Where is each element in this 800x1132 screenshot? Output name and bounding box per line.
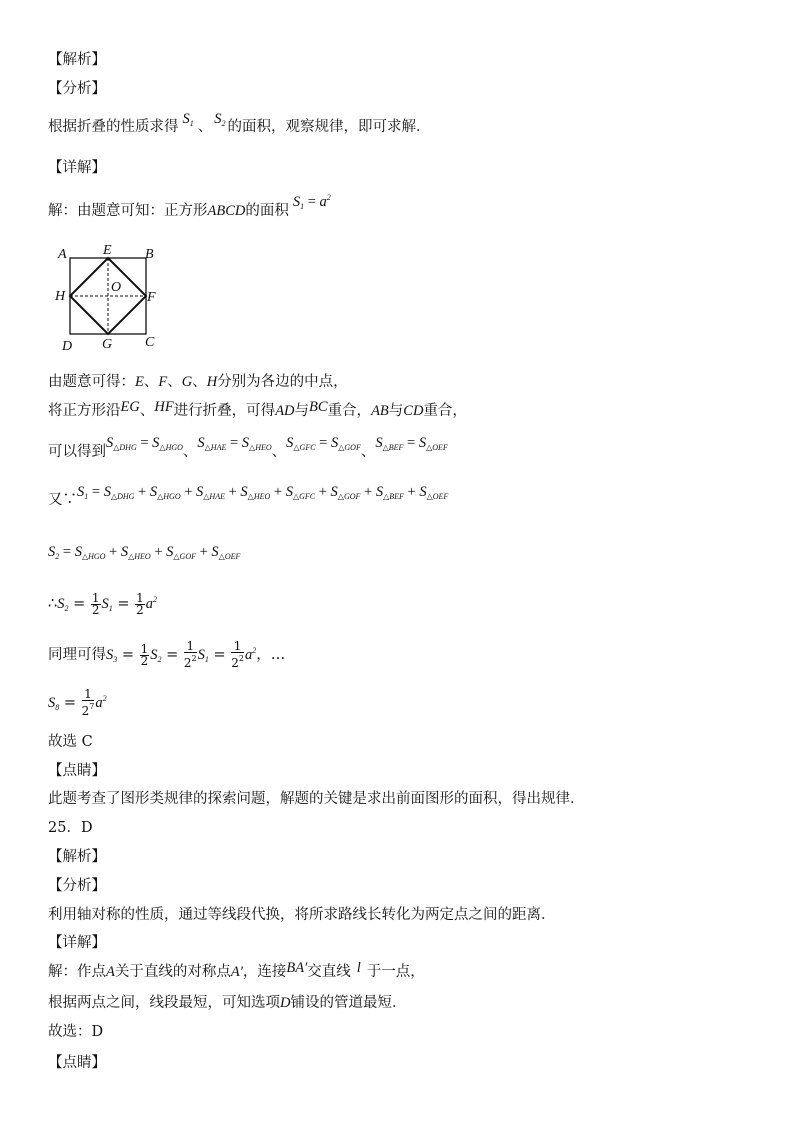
- heading-xiangjie-25: 【详解】: [48, 935, 106, 951]
- label-a: A: [58, 247, 67, 262]
- s1-sum: 又$\because S_1 = S_{\triangle DHG} + S_{\triangle HGO} + S_{\triangle HAE} + S_{\triangle HEO} + S_{\triangle GFC} + S_{\triangle GOF} + S_{\triangle BEF} + S_{\triangle OEF}$: [48, 484, 449, 508]
- label-g: G: [102, 337, 113, 352]
- q24-answer: 故选 C: [48, 734, 93, 750]
- heading-dianjing-25: 【点睛】: [48, 1055, 106, 1071]
- solution-intro: 解：由题意可知：正方形ABCD的面积$S_1 = a^2$: [48, 193, 331, 219]
- analysis-text: 根据折叠的性质求得 $S_1$ 、 $S_2$ 的面积，观察规律，即可求解．: [48, 111, 431, 135]
- midpoint-text: 由题意可得：E、F、G、H分别为各边的中点，: [48, 374, 348, 390]
- q25-number: 25．D: [48, 820, 93, 836]
- q25-solution-2: 根据两点之间，线段最短，可知选项D铺设的管道最短．: [48, 995, 407, 1011]
- equal-areas: 可以得到$S_{\triangle DHG} = S_{\triangle HGO}$、$S_{\triangle HAE} = S_{\triangle HEO}$、$S_{\triangle GFC} = S_{\triangle GOF}$、$S_{\triangle BEF} = S_{\triangle OEF}$: [48, 435, 448, 460]
- heading-fenxi-25: 【分析】: [48, 878, 106, 894]
- q25-analysis: 利用轴对称的性质，通过等线段代换，将所求路线长转化为两定点之间的距离．: [48, 907, 556, 923]
- label-o: O: [111, 280, 122, 295]
- fold-text: 将正方形沿EG、HF进行折叠，可得AD与BC重合，AB与CD重合，: [48, 399, 467, 419]
- s2-result: $\therefore S_2$ = $\frac{1}{2}$ $S_1$ = $\frac{1}{2}$ $a^2$: [48, 590, 158, 617]
- label-b: B: [145, 247, 154, 262]
- label-f: F: [147, 290, 156, 305]
- label-h: H: [55, 289, 66, 304]
- q25-solution-1: 解：作点A关于直线的对称点A′，连接BA′交直线 l 于一点，: [48, 960, 425, 980]
- heading-jiexi-25: 【解析】: [48, 849, 106, 865]
- s2-sum: $S_2 = S_{\triangle HGO} + S_{\triangle HEO} + S_{\triangle GOF} + S_{\triangle OEF}$: [48, 544, 241, 561]
- heading-dianjing-24: 【点睛】: [48, 763, 106, 779]
- heading-fenxi: 【分析】: [48, 81, 106, 97]
- q25-answer: 故选：D: [48, 1024, 104, 1040]
- square-fold-figure: [48, 240, 178, 355]
- label-c: C: [145, 335, 155, 350]
- q24-comment: 此题考查了图形类规律的探索问题，解题的关键是求出前面图形的面积，得出规律．: [48, 791, 585, 807]
- label-d: D: [62, 339, 73, 354]
- heading-xiangjie: 【详解】: [48, 160, 106, 176]
- s3-result: 同理可得$S_3$ = $\frac{1}{2}$ $S_2$ = $\frac{1}{2^2}$ $S_1$ = $\frac{1}{2^2}$ $a^2$，…: [48, 639, 286, 670]
- s8-result: $S_8$ = $\frac{1}{2^7}$ $a^2$: [48, 687, 107, 718]
- label-e: E: [103, 243, 112, 258]
- heading-jiexi: 【解析】: [48, 52, 106, 68]
